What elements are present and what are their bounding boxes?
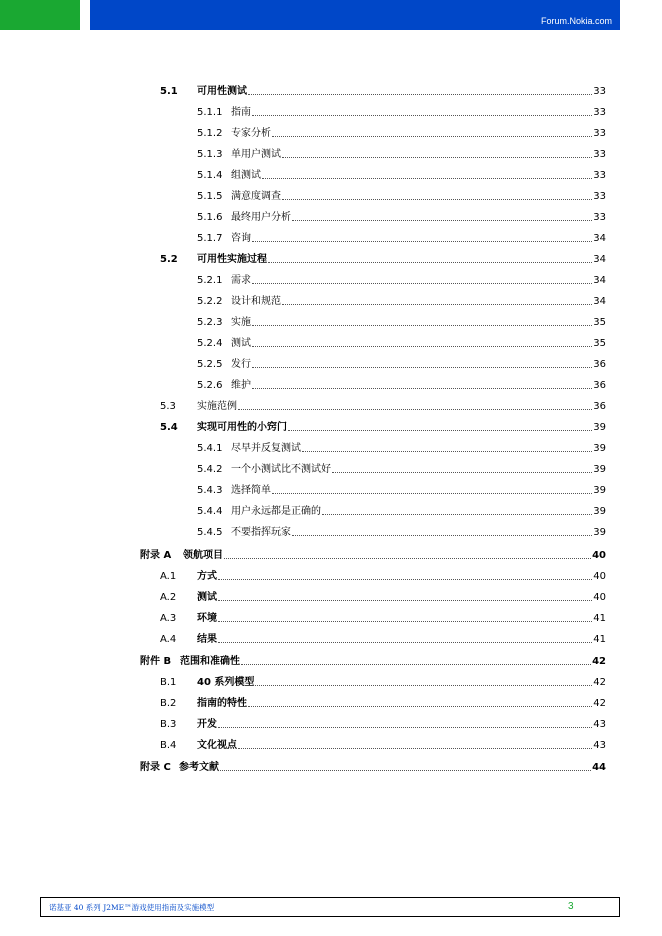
toc-number: B.2 — [160, 698, 177, 709]
toc-entry[interactable] — [197, 372, 606, 392]
leader-dots — [220, 769, 591, 771]
toc-number: A.2 — [160, 592, 177, 603]
toc-entry[interactable] — [160, 711, 606, 731]
leader-dots — [252, 324, 592, 326]
toc-entry[interactable] — [197, 477, 606, 497]
toc-page: 43 — [593, 719, 606, 730]
toc-number: A.3 — [160, 613, 177, 624]
leader-dots — [322, 513, 592, 515]
toc-title: 领航项目 — [183, 550, 223, 561]
footer-page-number: 3 — [568, 901, 574, 912]
leader-dots — [218, 578, 592, 580]
leader-dots — [252, 345, 592, 347]
leader-dots — [282, 303, 592, 305]
toc-entry[interactable] — [197, 456, 606, 476]
toc-page: 33 — [593, 107, 606, 118]
toc-entry[interactable] — [160, 584, 606, 604]
leader-dots — [282, 198, 592, 200]
toc-title: 范围和准确性 — [180, 656, 240, 667]
toc-title: 设计和规范 — [231, 296, 281, 307]
toc-page: 35 — [593, 338, 606, 349]
toc-entry[interactable] — [197, 162, 606, 182]
leader-dots — [252, 366, 592, 368]
toc-title: 指南 — [231, 107, 251, 118]
leader-dots — [241, 663, 591, 665]
toc-page: 43 — [593, 740, 606, 751]
toc-page: 33 — [593, 128, 606, 139]
toc-page: 33 — [593, 170, 606, 181]
toc-number: 5.4.2 — [197, 464, 223, 475]
leader-dots — [238, 747, 592, 749]
toc-number: 5.2.3 — [197, 317, 223, 328]
toc-number: A.1 — [160, 571, 177, 582]
toc-number: 5.4.1 — [197, 443, 223, 454]
toc-number: 5.3 — [160, 401, 176, 412]
toc-page: 41 — [593, 613, 606, 624]
header-blue-bar — [90, 0, 620, 30]
leader-dots — [252, 282, 592, 284]
header-green-block — [0, 0, 80, 30]
leader-dots — [332, 471, 592, 473]
toc-title: 方式 — [197, 571, 217, 582]
toc-title: 结果 — [197, 634, 217, 645]
toc-title: 实施范例 — [197, 401, 237, 412]
toc-title: 可用性实施过程 — [197, 254, 267, 265]
toc-number: 附件 B — [140, 656, 172, 667]
toc-number: 5.1.4 — [197, 170, 223, 181]
toc-title: 用户永远都是正确的 — [231, 506, 321, 517]
toc-title: 组测试 — [231, 170, 261, 181]
toc-page: 34 — [593, 275, 606, 286]
toc-number: 5.4 — [160, 422, 178, 433]
toc-page: 39 — [593, 527, 606, 538]
toc-title: 一个小测试比不测试好 — [231, 464, 331, 475]
toc-number: 5.2 — [160, 254, 178, 265]
leader-dots — [292, 219, 592, 221]
toc-number: 5.1.3 — [197, 149, 223, 160]
leader-dots — [272, 135, 592, 137]
leader-dots — [252, 114, 592, 116]
toc-entry[interactable] — [140, 648, 606, 668]
toc-page: 44 — [592, 762, 606, 773]
toc-title: 开发 — [197, 719, 217, 730]
toc-number: A.4 — [160, 634, 177, 645]
toc-number: 5.2.6 — [197, 380, 223, 391]
toc-number: 附录 A — [140, 550, 172, 561]
toc-page: 39 — [593, 422, 606, 433]
toc-page: 36 — [593, 401, 606, 412]
toc-title: 40 系列模型 — [197, 677, 255, 688]
toc-title: 实施 — [231, 317, 251, 328]
toc-title: 最终用户分析 — [231, 212, 291, 223]
toc-page: 42 — [593, 698, 606, 709]
toc-entry[interactable] — [197, 141, 606, 161]
toc-page: 33 — [593, 86, 606, 97]
toc-title: 不要指挥玩家 — [231, 527, 291, 538]
toc-entry[interactable] — [197, 309, 606, 329]
toc-entry[interactable] — [197, 435, 606, 455]
toc-entry[interactable] — [197, 183, 606, 203]
toc-page: 34 — [593, 296, 606, 307]
toc-entry[interactable] — [160, 78, 606, 98]
leader-dots — [248, 93, 592, 95]
toc-title: 环境 — [197, 613, 217, 624]
toc-entry[interactable] — [160, 732, 606, 752]
toc-title: 维护 — [231, 380, 251, 391]
toc-title: 选择简单 — [231, 485, 271, 496]
toc-page: 35 — [593, 317, 606, 328]
toc-entry[interactable] — [160, 669, 606, 689]
toc-title: 咨询 — [231, 233, 251, 244]
toc-entry[interactable] — [160, 563, 606, 583]
toc-entry[interactable] — [140, 754, 606, 774]
toc-title: 测试 — [231, 338, 251, 349]
toc-number: 5.2.5 — [197, 359, 223, 370]
toc-title: 文化视点 — [197, 740, 237, 751]
toc-entry[interactable] — [160, 246, 606, 266]
toc-page: 39 — [593, 485, 606, 496]
leader-dots — [218, 599, 592, 601]
leader-dots — [302, 450, 592, 452]
toc-number: 5.1.7 — [197, 233, 223, 244]
toc-page: 40 — [593, 592, 606, 603]
leader-dots — [272, 492, 592, 494]
toc-page: 42 — [592, 656, 606, 667]
leader-dots — [252, 387, 592, 389]
leader-dots — [218, 620, 592, 622]
leader-dots — [292, 534, 592, 536]
leader-dots — [238, 408, 592, 410]
toc-number: 5.1.6 — [197, 212, 223, 223]
leader-dots — [255, 684, 592, 686]
toc-entry[interactable] — [197, 330, 606, 350]
leader-dots — [224, 557, 591, 559]
toc-number: 5.2.1 — [197, 275, 223, 286]
toc-title: 测试 — [197, 592, 217, 603]
toc-title: 专家分析 — [231, 128, 271, 139]
toc-number: 5.4.3 — [197, 485, 223, 496]
toc-entry[interactable] — [160, 393, 606, 413]
toc-page: 34 — [593, 254, 606, 265]
toc-page: 33 — [593, 149, 606, 160]
toc-entry[interactable] — [197, 267, 606, 287]
toc-title: 尽早并反复测试 — [231, 443, 301, 454]
leader-dots — [218, 726, 592, 728]
toc-title: 可用性测试 — [197, 86, 247, 97]
toc-page: 40 — [592, 550, 606, 561]
leader-dots — [282, 156, 592, 158]
toc-entry[interactable] — [197, 99, 606, 119]
leader-dots — [262, 177, 592, 179]
toc-number: 5.1.5 — [197, 191, 223, 202]
toc-number: 5.4.5 — [197, 527, 223, 538]
toc-number: B.3 — [160, 719, 177, 730]
toc-entry[interactable] — [197, 225, 606, 245]
toc-entry[interactable] — [197, 288, 606, 308]
toc-number: B.4 — [160, 740, 177, 751]
toc-entry[interactable] — [160, 605, 606, 625]
page-footer — [40, 897, 620, 917]
leader-dots — [288, 429, 592, 431]
toc-entry[interactable] — [160, 690, 606, 710]
toc-title: 发行 — [231, 359, 251, 370]
toc-page: 33 — [593, 212, 606, 223]
toc-number: 5.1 — [160, 86, 178, 97]
toc-number: 5.2.2 — [197, 296, 223, 307]
toc-page: 41 — [593, 634, 606, 645]
toc-entry[interactable] — [160, 414, 606, 434]
leader-dots — [252, 240, 592, 242]
toc-entry[interactable] — [197, 351, 606, 371]
toc-title: 单用户测试 — [231, 149, 281, 160]
toc-entry[interactable] — [197, 519, 606, 539]
toc-entry[interactable] — [140, 542, 606, 562]
toc-title: 满意度调查 — [231, 191, 281, 202]
site-name: Forum.Nokia.com — [540, 16, 612, 26]
toc-number: 5.2.4 — [197, 338, 223, 349]
toc-number: 5.1.2 — [197, 128, 223, 139]
leader-dots — [218, 641, 592, 643]
toc-page: 36 — [593, 359, 606, 370]
toc-page: 40 — [593, 571, 606, 582]
toc-page: 33 — [593, 191, 606, 202]
toc-page: 34 — [593, 233, 606, 244]
toc-title: 实现可用性的小窍门 — [197, 422, 287, 433]
toc-entry[interactable] — [197, 120, 606, 140]
leader-dots — [248, 705, 592, 707]
toc-entry[interactable] — [160, 626, 606, 646]
toc-page: 39 — [593, 443, 606, 454]
toc-number: 5.4.4 — [197, 506, 223, 517]
toc-page: 42 — [593, 677, 606, 688]
toc-title: 参考文献 — [179, 762, 219, 773]
toc-number: 附录 C — [140, 762, 171, 773]
toc-page: 39 — [593, 464, 606, 475]
toc-page: 36 — [593, 380, 606, 391]
toc-entry[interactable] — [197, 498, 606, 518]
leader-dots — [268, 261, 592, 263]
toc-entry[interactable] — [197, 204, 606, 224]
toc-number: 5.1.1 — [197, 107, 223, 118]
toc-page: 39 — [593, 506, 606, 517]
toc-number: B.1 — [160, 677, 177, 688]
toc-title: 指南的特性 — [197, 698, 247, 709]
toc-title: 需求 — [231, 275, 251, 286]
footer-document-title: 诺基亚 40 系列 J2ME™游戏使用指南及实施模型 — [49, 903, 215, 912]
